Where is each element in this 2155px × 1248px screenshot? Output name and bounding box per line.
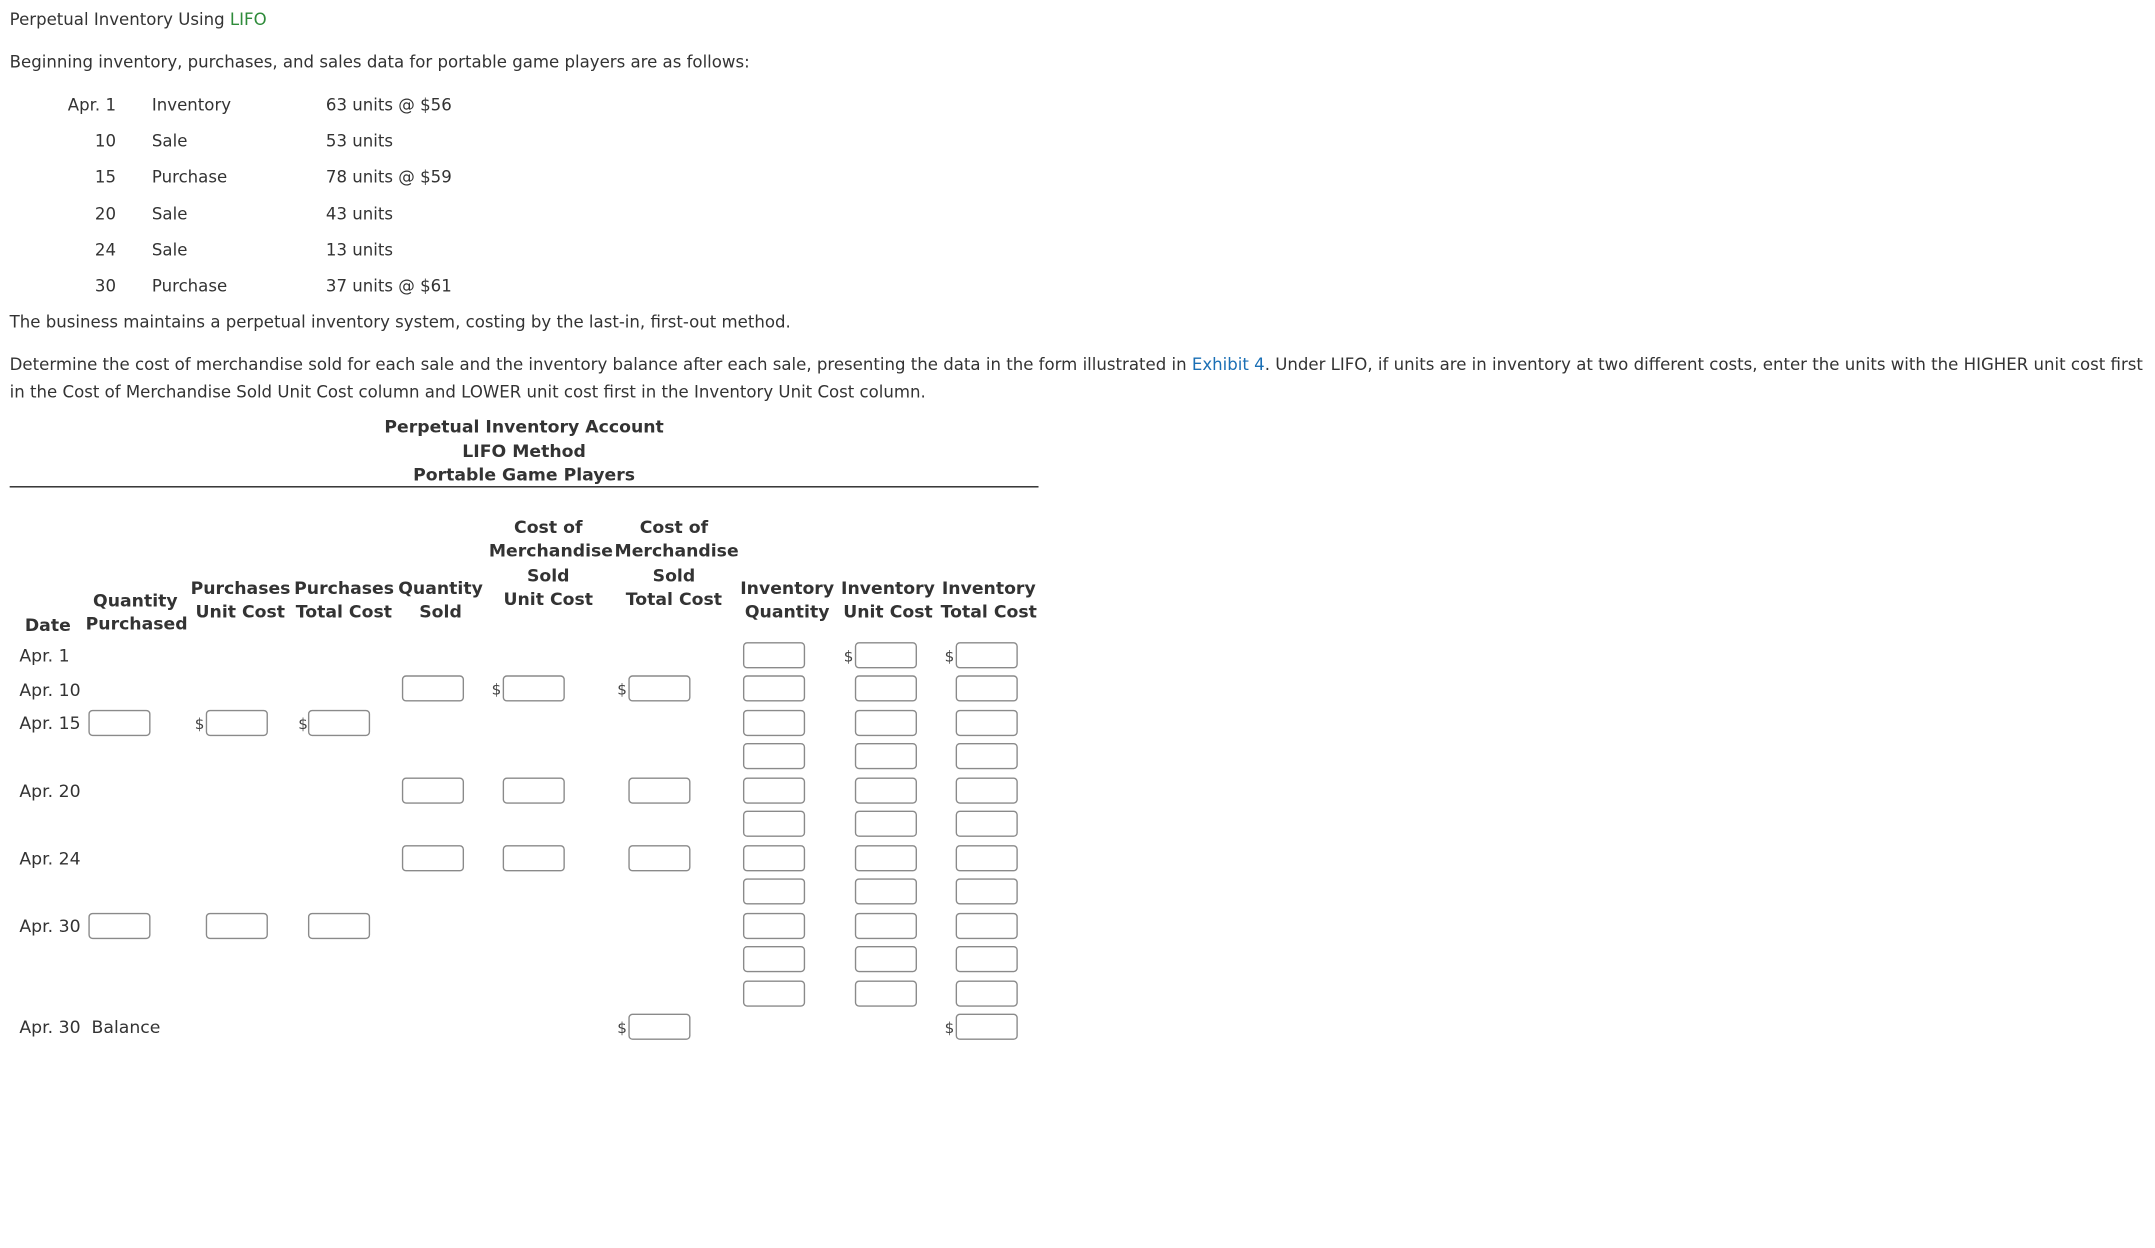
- inventory-unit-cost-input[interactable]: [855, 778, 917, 804]
- row-label-apr-30-balance: Apr. 30 Balance: [19, 1016, 161, 1038]
- cogs-total-cost-input[interactable]: [628, 675, 690, 701]
- table-row: [55, 87, 452, 123]
- inventory-quantity-input[interactable]: [743, 878, 805, 904]
- dollar-sign: $: [298, 715, 308, 734]
- transaction-type: Sale: [151, 240, 188, 260]
- inventory-total-cost-input[interactable]: [956, 845, 1018, 871]
- inventory-quantity-input[interactable]: [743, 710, 805, 736]
- table-row: [55, 123, 452, 159]
- purchases-total-cost-input[interactable]: [308, 913, 370, 939]
- inventory-total-cost-input[interactable]: [956, 878, 1018, 904]
- col-cogs-total-cost: Cost of Merchandise Sold Total Cost: [614, 516, 739, 610]
- col-purch-total-cost: Purchases Total Cost: [294, 577, 395, 623]
- inventory-unit-cost-input[interactable]: [855, 675, 917, 701]
- table-row: [55, 195, 452, 231]
- inventory-unit-cost-input[interactable]: [855, 981, 917, 1007]
- cogs-unit-cost-input[interactable]: [503, 675, 565, 701]
- instructions: Determine the cost of merchandise sold for each sale and the inventory balance after each sale, presenting the data in the form illustrated in Exhibit 4. Under LIFO, if units are in inventory at two different costs, enter the units with the HIGHER unit cost first in the Cost of Merchandise Sold Unit Cost column and LOWER unit cost first in the Inventory Unit Cost column.: [9, 354, 2143, 402]
- dollar-sign: $: [843, 647, 854, 666]
- row-label-apr-15: Apr. 15: [19, 712, 81, 734]
- transaction-detail: 63 units @ $56: [325, 95, 452, 115]
- dollar-sign: $: [491, 680, 502, 699]
- inventory-quantity-input[interactable]: [743, 642, 805, 668]
- inventory-quantity-input[interactable]: [743, 778, 805, 804]
- col-inv-unit-cost: Inventory Unit Cost: [841, 577, 935, 623]
- transaction-detail: 53 units: [325, 131, 394, 151]
- inventory-total-cost-input[interactable]: [956, 710, 1018, 736]
- system-note: The business maintains a perpetual inventory system, costing by the last-in, first-out method.: [9, 312, 791, 332]
- inventory-total-cost-input[interactable]: [956, 913, 1018, 939]
- inventory-unit-cost-input[interactable]: [855, 946, 917, 972]
- exhibit-4-link[interactable]: Exhibit 4: [1191, 354, 1265, 375]
- inventory-total-cost-input[interactable]: [956, 778, 1018, 804]
- dollar-sign: $: [617, 1019, 627, 1038]
- transaction-detail: 43 units: [325, 203, 394, 224]
- transaction-type: Inventory: [151, 95, 232, 115]
- inventory-quantity-input[interactable]: [743, 913, 805, 939]
- quantity-sold-input[interactable]: [402, 845, 464, 871]
- inventory-unit-cost-input[interactable]: [855, 845, 917, 871]
- row-label-apr-30: Apr. 30: [19, 915, 81, 937]
- cogs-total-balance-input[interactable]: [628, 1014, 690, 1040]
- account-method: LIFO Method: [462, 440, 586, 462]
- col-inv-qty: Inventory Quantity: [740, 577, 835, 623]
- transaction-type: Sale: [151, 203, 188, 224]
- purchases-unit-cost-input[interactable]: [206, 913, 268, 939]
- purchases-unit-cost-input[interactable]: [206, 710, 268, 736]
- transactions-table: [55, 87, 452, 304]
- inventory-total-cost-input[interactable]: [956, 743, 1018, 769]
- inventory-unit-cost-input[interactable]: [855, 878, 917, 904]
- inventory-total-cost-input[interactable]: [956, 981, 1018, 1007]
- inventory-quantity-input[interactable]: [743, 811, 805, 837]
- inventory-quantity-input[interactable]: [743, 946, 805, 972]
- dollar-sign: $: [944, 1019, 955, 1038]
- row-label-apr-1: Apr. 1: [19, 644, 70, 666]
- page-title: Perpetual Inventory Using LIFO: [9, 9, 267, 30]
- inventory-total-cost-input[interactable]: [956, 811, 1018, 837]
- table-row: [55, 232, 452, 268]
- row-label-apr-24: Apr. 24: [19, 847, 81, 869]
- dollar-sign: $: [617, 680, 627, 699]
- transaction-type: Purchase: [151, 276, 228, 296]
- cogs-total-cost-input[interactable]: [628, 845, 690, 871]
- row-label-apr-10: Apr. 10: [19, 679, 81, 701]
- transaction-date: 30: [94, 276, 117, 296]
- col-qty-purchased: Quantity Purchased: [85, 589, 188, 635]
- col-qty-sold: Quantity Sold: [398, 577, 483, 623]
- quantity-sold-input[interactable]: [402, 778, 464, 804]
- col-date: Date: [24, 614, 71, 636]
- inventory-total-cost-input[interactable]: [956, 946, 1018, 972]
- account-title: Perpetual Inventory Account: [384, 415, 664, 437]
- header-rule: [10, 486, 1039, 487]
- transaction-detail: 37 units @ $61: [325, 276, 452, 296]
- quantity-sold-input[interactable]: [402, 675, 464, 701]
- inventory-total-balance-input[interactable]: [956, 1014, 1018, 1040]
- inventory-unit-cost-input[interactable]: [855, 743, 917, 769]
- col-cogs-unit-cost: Cost of Merchandise Sold Unit Cost: [488, 516, 613, 610]
- transaction-date: 24: [94, 240, 117, 260]
- inventory-total-cost-input[interactable]: [956, 642, 1018, 668]
- transaction-type: Purchase: [151, 167, 228, 188]
- cogs-total-cost-input[interactable]: [628, 778, 690, 804]
- table-row: [55, 159, 452, 195]
- table-row: [55, 268, 452, 304]
- transaction-date: Apr. 1: [67, 95, 117, 115]
- intro-text: Beginning inventory, purchases, and sales data for portable game players are as follows:: [9, 52, 750, 72]
- inventory-quantity-input[interactable]: [743, 845, 805, 871]
- transaction-type: Sale: [151, 131, 188, 151]
- transaction-date: 15: [94, 167, 117, 188]
- dollar-sign: $: [194, 715, 205, 734]
- inventory-quantity-input[interactable]: [743, 981, 805, 1007]
- inventory-unit-cost-input[interactable]: [855, 710, 917, 736]
- quantity-purchased-input[interactable]: [88, 913, 150, 939]
- cogs-unit-cost-input[interactable]: [503, 845, 565, 871]
- col-purch-unit-cost: Purchases Unit Cost: [190, 577, 291, 623]
- inventory-unit-cost-input[interactable]: [855, 811, 917, 837]
- transaction-date: 10: [94, 131, 117, 151]
- inventory-quantity-input[interactable]: [743, 743, 805, 769]
- inventory-total-cost-input[interactable]: [956, 675, 1018, 701]
- account-item: Portable Game Players: [413, 464, 636, 485]
- inventory-quantity-input[interactable]: [743, 675, 805, 701]
- transaction-date: 20: [94, 203, 117, 224]
- transaction-detail: 78 units @ $59: [325, 167, 452, 188]
- inventory-unit-cost-input[interactable]: [855, 913, 917, 939]
- dollar-sign: $: [944, 647, 955, 666]
- lifo-link[interactable]: LIFO: [229, 9, 267, 30]
- row-label-apr-20: Apr. 20: [19, 780, 81, 801]
- cogs-unit-cost-input[interactable]: [503, 778, 565, 804]
- col-inv-total-cost: Inventory Total Cost: [940, 577, 1037, 623]
- purchases-total-cost-input[interactable]: [308, 710, 370, 736]
- inventory-unit-cost-input[interactable]: [855, 642, 917, 668]
- transaction-detail: 13 units: [325, 240, 394, 260]
- quantity-purchased-input[interactable]: [88, 710, 150, 736]
